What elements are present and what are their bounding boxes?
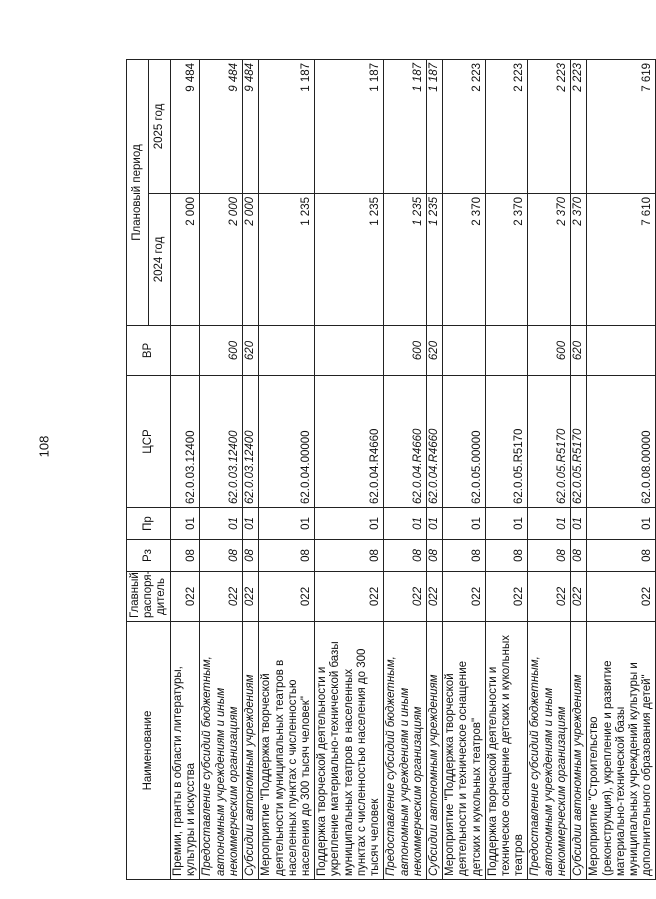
cell-admin: 022 [443, 572, 486, 622]
cell-name: Премии, гранты в области литературы, культуры и искусства [171, 622, 200, 880]
cell-2025: 2 223 [528, 59, 571, 193]
cell-admin: 022 [587, 572, 656, 622]
cell-pr: 01 [571, 508, 587, 540]
cell-rz: 08 [171, 540, 200, 572]
cell-vr: 600 [528, 326, 571, 376]
cell-admin: 022 [485, 572, 528, 622]
cell-name: Поддержка творческой деятельности и техническое оснащение детских и кукольных театров [485, 622, 528, 880]
cell-2025: 1 187 [384, 59, 427, 193]
cell-2025: 1 187 [315, 59, 384, 193]
cell-admin: 022 [384, 572, 427, 622]
cell-pr: 01 [426, 508, 442, 540]
cell-rz: 08 [384, 540, 427, 572]
header-planned-period: Плановый период [127, 59, 149, 325]
cell-2025: 2 223 [443, 59, 486, 193]
cell-vr [587, 326, 656, 376]
header-pr: Пр [127, 508, 171, 540]
cell-2025: 2 223 [571, 59, 587, 193]
cell-csr: 62.0.03.12400 [200, 376, 243, 508]
cell-csr: 62.0.05.R5170 [571, 376, 587, 508]
cell-pr: 01 [528, 508, 571, 540]
cell-vr [315, 326, 384, 376]
cell-admin: 022 [426, 572, 442, 622]
cell-pr: 01 [315, 508, 384, 540]
cell-vr [171, 326, 200, 376]
cell-pr: 01 [485, 508, 528, 540]
cell-rz: 08 [259, 540, 315, 572]
table-row [528, 59, 571, 879]
cell-admin: 022 [171, 572, 200, 622]
cell-name: Мероприятие "Строительство (реконструкция), укрепление и развитие материально-технической базы муниципальных учреждений культуры и дополнительного образования детей" [587, 622, 656, 880]
cell-2024: 2 370 [528, 194, 571, 326]
cell-rz: 08 [426, 540, 442, 572]
table-row [315, 59, 384, 879]
cell-name: Субсидии автономным учреждениям [243, 622, 259, 880]
cell-2025: 9 484 [200, 59, 243, 193]
cell-2024: 1 235 [315, 194, 384, 326]
cell-name: Поддержка творческой деятельности и укрепление материально-технической базы муниципальных театров в населенных пунктах с численностью населения до 300 тысяч человек [315, 622, 384, 880]
cell-vr: 620 [243, 326, 259, 376]
cell-2024: 2 000 [171, 194, 200, 326]
cell-2025: 9 484 [243, 59, 259, 193]
cell-pr: 01 [384, 508, 427, 540]
header-csr: ЦСР [127, 376, 171, 508]
cell-pr: 01 [443, 508, 486, 540]
cell-csr: 62.0.03.12400 [171, 376, 200, 508]
header-year-2024: 2024 год [149, 194, 171, 326]
cell-rz: 08 [315, 540, 384, 572]
cell-2024: 2 370 [443, 194, 486, 326]
cell-vr [485, 326, 528, 376]
cell-name: Субсидии автономным учреждениям [426, 622, 442, 880]
table-body [171, 59, 656, 879]
cell-csr: 62.0.05.00000 [443, 376, 486, 508]
cell-rz: 08 [243, 540, 259, 572]
cell-pr: 01 [259, 508, 315, 540]
table-row [485, 59, 528, 879]
table-row [384, 59, 427, 879]
cell-vr [443, 326, 486, 376]
cell-csr: 62.0.05.R5170 [485, 376, 528, 508]
cell-2024: 7 610 [587, 194, 656, 326]
cell-pr: 01 [243, 508, 259, 540]
table-row [171, 59, 200, 879]
table-row [259, 59, 315, 879]
cell-2024: 1 235 [426, 194, 442, 326]
cell-csr: 62.0.05.R5170 [528, 376, 571, 508]
cell-rz: 08 [587, 540, 656, 572]
cell-admin: 022 [528, 572, 571, 622]
cell-name: Предоставление субсидий бюджетным, автономным учреждениям и иным некоммерческим организациям [200, 622, 243, 880]
table-row [571, 59, 587, 879]
cell-2025: 7 619 [587, 59, 656, 193]
header-admin: Главный распоря-дитель [127, 572, 171, 622]
cell-2025: 2 223 [485, 59, 528, 193]
header-rz: Рз [127, 540, 171, 572]
cell-csr: 62.0.04.R4660 [426, 376, 442, 508]
cell-name: Предоставление субсидий бюджетным, автономным учреждениям и иным некоммерческим организациям [384, 622, 427, 880]
cell-rz: 08 [485, 540, 528, 572]
cell-csr: 62.0.04.00000 [259, 376, 315, 508]
header-vr: ВР [127, 326, 171, 376]
cell-2025: 9 484 [171, 59, 200, 193]
cell-pr: 01 [587, 508, 656, 540]
cell-vr: 600 [384, 326, 427, 376]
header-name: Наименование [127, 622, 171, 880]
cell-pr: 01 [200, 508, 243, 540]
cell-csr: 62.0.04.R4660 [384, 376, 427, 508]
budget-table-rotated [126, 60, 654, 880]
table-row [587, 59, 656, 879]
cell-2025: 1 187 [426, 59, 442, 193]
cell-admin: 022 [243, 572, 259, 622]
cell-csr: 62.0.08.00000 [587, 376, 656, 508]
cell-2024: 2 370 [485, 194, 528, 326]
cell-rz: 08 [443, 540, 486, 572]
cell-2024: 2 370 [571, 194, 587, 326]
table-row [200, 59, 243, 879]
cell-vr: 620 [571, 326, 587, 376]
cell-admin: 022 [315, 572, 384, 622]
cell-admin: 022 [571, 572, 587, 622]
table-row [443, 59, 486, 879]
cell-2024: 1 235 [384, 194, 427, 326]
cell-name: Предоставление субсидий бюджетным, автономным учреждениям и иным некоммерческим организациям [528, 622, 571, 880]
cell-2024: 1 235 [259, 194, 315, 326]
cell-name: Мероприятие "Поддержка творческой деятельности и техническое оснащение детских и кукольных театров" [443, 622, 486, 880]
cell-csr: 62.0.03.12400 [243, 376, 259, 508]
budget-table [126, 59, 656, 880]
cell-csr: 62.0.04.R4660 [315, 376, 384, 508]
cell-2025: 1 187 [259, 59, 315, 193]
table-row [426, 59, 442, 879]
cell-admin: 022 [200, 572, 243, 622]
cell-vr: 620 [426, 326, 442, 376]
cell-rz: 08 [200, 540, 243, 572]
cell-name: Мероприятие "Поддержка творческой деятельности муниципальных театров в населенных пунктах с численностью населения до 300 тысяч человек" [259, 622, 315, 880]
cell-vr [259, 326, 315, 376]
cell-vr: 600 [200, 326, 243, 376]
cell-2024: 2 000 [200, 194, 243, 326]
page-number: 108 [36, 435, 52, 458]
cell-pr: 01 [171, 508, 200, 540]
cell-name: Субсидии автономным учреждениям [571, 622, 587, 880]
cell-admin: 022 [259, 572, 315, 622]
cell-rz: 08 [571, 540, 587, 572]
cell-2024: 2 000 [243, 194, 259, 326]
table-row [243, 59, 259, 879]
cell-rz: 08 [528, 540, 571, 572]
header-year-2025: 2025 год [149, 59, 171, 193]
header-row-1 [127, 59, 149, 879]
